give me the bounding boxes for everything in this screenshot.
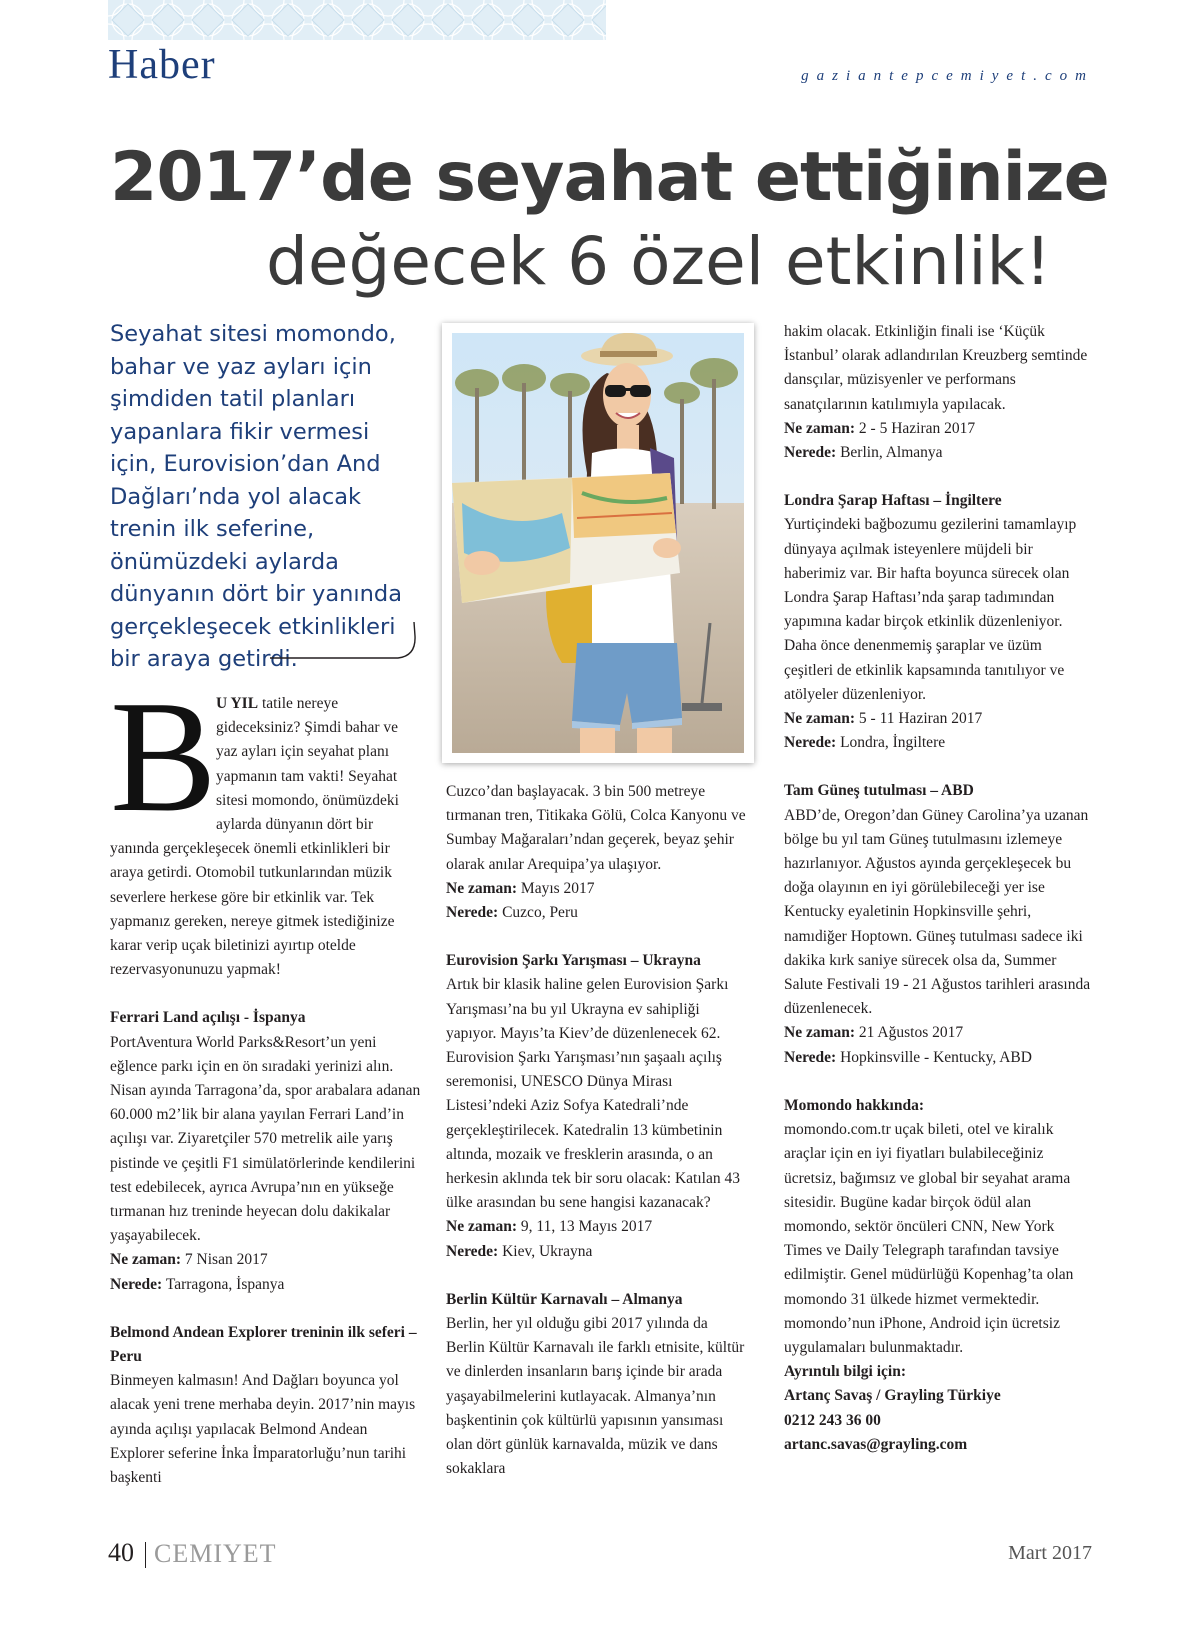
about-body: momondo.com.tr uçak bileti, otel ve kiralık araçlar için en iyi fiyatları bulabileceğiniz ücretsiz, bağımsız ve global bir seyahat arama sitesidir. Bugüne kadar birçok ödül alan momondo, sektör öncüleri CNN, New York Times ve Daily Telegraph tarafından tavsiye edilmiştir. Genel müdürlüğü Kopenhag’ta olan momondo 31 ülkede hizmet vermektedir. momondo’nun iPhone, Android için ücretsiz uygulamaları bulunmaktadır. (784, 1121, 1074, 1356)
where-label: Nerede: (446, 904, 499, 922)
magazine-name: CEMIYET (154, 1539, 277, 1568)
event-when-value: 7 Nisan 2017 (181, 1251, 268, 1269)
event-where-eurovision (446, 1240, 748, 1264)
where-label: Nerede: (446, 1242, 499, 1260)
where-label: Nerede: (784, 734, 837, 752)
event-when-berlin (784, 417, 1094, 441)
event-title-eurovision: Eurovision Şarkı Yarışması – Ukrayna (446, 952, 701, 970)
where-label: Nerede: (110, 1275, 163, 1293)
event-where-belmond (446, 901, 748, 925)
event-body-ferrari: PortAventura World Parks&Resort’un yeni eğlence parkı için en ön sıradaki yerinizi alın. Nisan ayında Tarragona’da, spor arabalara adanan 60.000 m2’lik bir alana yayılan Ferrari Land’in açılışı var. Ziyaretçiler 570 metrelik aile yarış pistinde ve çeşitli F1 simülatörlerinde kendilerini test edebilecek, ayrıca Avrupa’nın en yükseğe tırmanan hız treninde heyecan dolu dakikalar yaşayabilecek. (110, 1033, 421, 1245)
when-label: Ne zaman: (110, 1251, 182, 1269)
when-label: Ne zaman: (784, 419, 856, 437)
event-when-value: Mayıs 2017 (517, 879, 595, 897)
woman-with-map-photo (452, 333, 744, 753)
event-where-value: Berlin, Almanya (836, 444, 943, 462)
event-where-gunes (784, 1046, 1094, 1070)
event-body-londra: Yurtiçindeki bağbozumu gezilerini tamamlayıp dünyaya açılmak isteyenlere müjdeli bir haberimiz var. Bir hafta boyunca sürecek olan Londra Şarap Haftası’nda şarap tadımından yapımına kadar birçok etkinlik düzenleniyor. Daha önce denenmemiş şaraplar ve üzüm çeşitleri de etkinlik kapsamında tanıtılıyor ve atölyeler düzenleniyor. (784, 516, 1077, 703)
column-2 (446, 780, 748, 1481)
event-when-value: 2 - 5 Haziran 2017 (855, 419, 976, 437)
event-body-berlin-cont: hakim olacak. Etkinliğin finali ise ‘Küçük İstanbul’ olarak adlandırılan Kreuzberg semtinde dansçılar, müzisyenler ve performans sanatçılarının katılımıyla yapılacak. (784, 323, 1088, 413)
headline-line-2: değecek 6 özel etkinlik! (266, 223, 1052, 300)
when-label: Ne zaman: (446, 879, 518, 897)
issue-date: Mart 2017 (1008, 1542, 1092, 1564)
event-where-value: Kiev, Ukrayna (498, 1242, 593, 1260)
drop-cap: B (110, 667, 217, 845)
page-number: 40 (108, 1538, 134, 1567)
article-photo (442, 323, 754, 763)
decorative-curve (270, 622, 420, 662)
event-when-value: 9, 11, 13 Mayıs 2017 (517, 1218, 653, 1236)
event-when-eurovision (446, 1215, 748, 1239)
event-where-value: Tarragona, İspanya (162, 1275, 285, 1293)
intro-text: tatile nereye gideceksiniz? Şimdi bahar ve yaz ayları için seyahat planı yapmanın tam vakti! Seyahat sitesi momondo, önümüzdeki aylarda dünyanın dört bir yanında gerçekleşecek önemli etkinlikleri bir araya getirdi. Otomobil tutkunlarından müzik severlere herkese göre bir etkinlik var. Tek yapmanız gereken, nereye gitmek istediğinize karar verip uçak biletinizi ayırtıp otelde rezervasyonunuzu yapmak! (110, 695, 399, 979)
event-where-value: Cuzco, Peru (498, 904, 578, 922)
event-title-gunes: Tam Güneş tutulması – ABD (784, 782, 974, 800)
about-title: Momondo hakkında: (784, 1096, 924, 1114)
lead-paragraph: Seyahat sitesi momondo, bahar ve yaz ayları için şimdiden tatil planları yapanlara fikir vermesi için, Eurovision’dan And Dağları’nda yol alacak trenin ilk seferine, önümüzdeki aylarda dünyanın dört bir yanında gerçekleşecek etkinlikleri bir araya getirdi. (110, 321, 402, 672)
footer-divider (145, 1542, 146, 1568)
contact-phone: 0212 243 36 00 (784, 1411, 881, 1429)
event-where-ferrari (110, 1273, 422, 1297)
headline-line-1: 2017’de seyahat ettiğinize (110, 138, 1109, 217)
event-body-berlin: Berlin, her yıl olduğu gibi 2017 yılında da Berlin Kültür Karnavalı ile farklı etnisite, kültür ve dinlerden insanların barış içinde bir arada yaşayabilmelerini kutlayacak. Almanya’nın başkentinin çok kültürlü yapısının yansıması olan dört günlük karnavalda, müzik ve dans sokaklara (446, 1315, 745, 1478)
contact-email: artanc.savas@grayling.com (784, 1435, 968, 1453)
event-when-londra (784, 707, 1094, 731)
where-label: Nerede: (784, 1048, 837, 1066)
when-label: Ne zaman: (446, 1218, 518, 1236)
intro-paragraph (110, 667, 422, 982)
event-when-value: 21 Ağustos 2017 (855, 1024, 964, 1042)
intro-smallcaps: U YIL (216, 695, 259, 712)
column-3 (784, 320, 1094, 1457)
event-body-gunes: ABD’de, Oregon’dan Güney Carolina’ya uzanan bölge bu yıl tam Güneş tutulmasını izlemeye hazırlanıyor. Ağustos ayında gerçekleşecek bu doğa olayının en iyi görülebileceği yer ise Kentucky eyaletinin Hopkinsville şehri, namıdiğer Hoptown. Güneş tutulması sadece iki dakika kırk saniye sürecek olsa da, Summer Salute Festivali 19 - 21 Ağustos tarihleri arasında düzenlenecek. (784, 806, 1091, 1018)
decorative-pattern-banner (108, 0, 606, 40)
event-when-ferrari (110, 1248, 422, 1272)
contact-title: Ayrıntılı bilgi için: (784, 1363, 906, 1381)
event-title-belmond: Belmond Andean Explorer treninin ilk seferi – Peru (110, 1323, 417, 1366)
event-body-eurovision: Artık bir klasik haline gelen Eurovision Şarkı Yarışması’na bu yıl Ukrayna ev sahipliği yapıyor. Mayıs’ta Kiev’de düzenlenecek 62. Eurovision Şarkı Yarışması’nın şaşaalı açılış seremonisi, UNESCO Dünya Mirası Listesi’ndeki Aziz Sofya Katedrali’nde gerçekleştirilecek. Katedralin 13 kümbetinin altında, mozaik ve fresklerin arasında, o an herkesin aklında tek bir soru olacak: Katılan 43 ülke arasından bu sene hangisi kazanacak? (446, 976, 740, 1212)
event-body-belmond: Binmeyen kalmasın! And Dağları boyunca yol alacak yeni trene merhaba deyin. 2017’nin mayıs ayında açılışı yapılacak Belmond Andean Explorer seferine İnka İmparatorluğu’nun tarihi başkenti (110, 1372, 416, 1487)
event-where-value: Hopkinsville - Kentucky, ABD (836, 1048, 1032, 1066)
event-where-berlin (784, 441, 1094, 465)
event-title-berlin: Berlin Kültür Karnavalı – Almanya (446, 1290, 683, 1308)
contact-name: Artanç Savaş / Grayling Türkiye (784, 1387, 1001, 1405)
when-label: Ne zaman: (784, 710, 856, 728)
event-when-belmond (446, 877, 748, 901)
event-where-value: Londra, İngiltere (836, 734, 946, 752)
event-title-ferrari: Ferrari Land açılışı - İspanya (110, 1009, 306, 1027)
when-label: Ne zaman: (784, 1024, 856, 1042)
column-1 (110, 667, 422, 1490)
event-body-belmond-cont: Cuzco’dan başlayacak. 3 bin 500 metreye tırmanan tren, Titikaka Gölü, Colca Kanyonu ve Sumbay Mağaraları’ndan geçerek, beyaz şehir olarak anılar Arequipa’ya ulaşıyor. (446, 783, 746, 873)
event-title-londra: Londra Şarap Haftası – İngiltere (784, 492, 1002, 510)
where-label: Nerede: (784, 444, 837, 462)
event-when-gunes (784, 1021, 1094, 1045)
site-url: gaziantepcemiyet.com (801, 68, 1094, 84)
section-label: Haber (108, 42, 216, 88)
event-when-value: 5 - 11 Haziran 2017 (855, 710, 983, 728)
event-where-londra (784, 731, 1094, 755)
